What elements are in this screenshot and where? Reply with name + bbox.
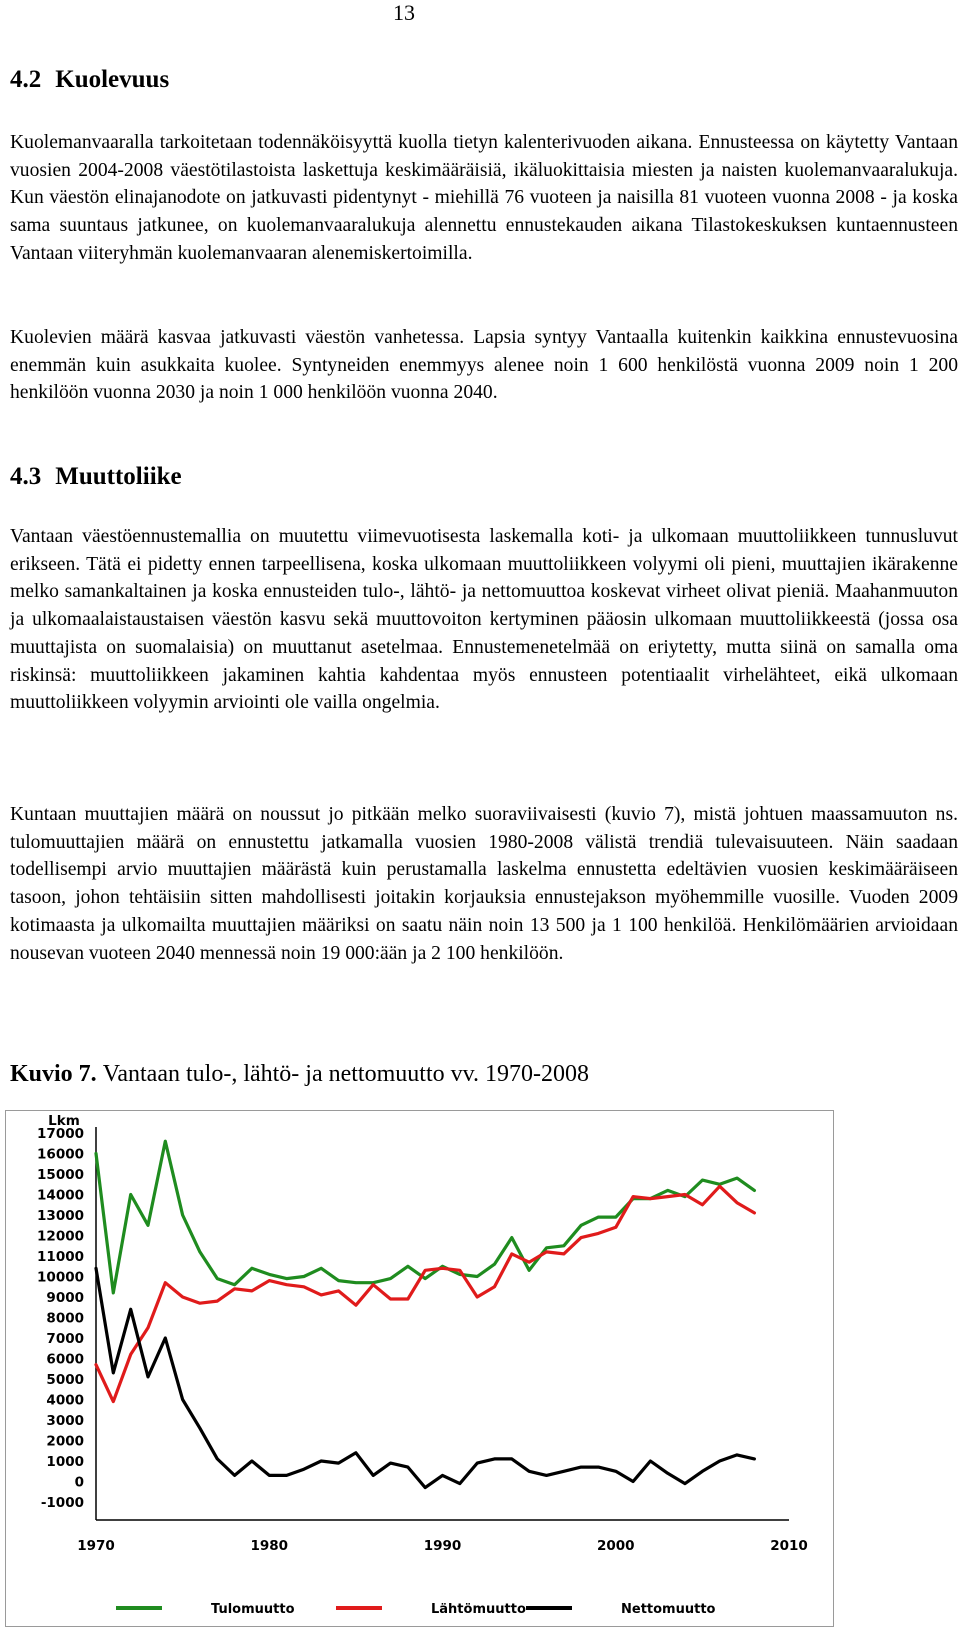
paragraph-ennustemalli: Vantaan väestöennustemallia on muutettu viimevuotisesta laskemalla koti- ja ulkomaan muuttoliikkeen tunnusluvut erikseen. Tätä ei pidetty ennen tarpeellisena, koska ulkomaan muuttoliikkeen volyymi oli pieni, muuttajien ikärakenne melko samankaltainen ja koska ennusteiden tulo-, lähtö- ja nettomuuttoa koskevat virheet olivat pieniä. Maahanmuuton ja ulkomaalaistaustaisen väestön kasvu sekä muuttovoiton kertyminen pääosin ulkomaan muuttoliikkeestä (jossa osa muuttajista on suomalaisia) on muuttanut asetelmaa. Ennustemenetelmää on eriytetty, mutta siinä on samalla oma riskinsä: muuttoliikkeen jakaminen kahtia kahdentaa myös ennusteen potentiaalit virhelähteet, eikä ulkomaan muuttoliikkeen volyymin arviointi ole vailla ongelmia. xyxy=(10,526,958,714)
section-title: Kuolevuus xyxy=(55,66,170,93)
section-heading-muuttoliike xyxy=(10,463,182,491)
y-tick-label: 2000 xyxy=(46,1433,84,1450)
y-tick-label: 3000 xyxy=(46,1413,84,1429)
x-axis-ticks xyxy=(77,1538,808,1554)
y-tick-label: 6000 xyxy=(46,1351,84,1368)
legend-label-tulomuutto: Tulomuutto xyxy=(211,1602,295,1617)
y-tick-label: 13000 xyxy=(37,1208,84,1224)
y-tick-label: 14000 xyxy=(37,1187,84,1204)
y-tick-label: 8000 xyxy=(46,1310,84,1327)
y-tick-label: 16000 xyxy=(37,1146,84,1163)
y-tick-label: 12000 xyxy=(37,1228,84,1245)
figure-title: Vantaan tulo-, lähtö- ja nettomuutto vv. 1970-2008 xyxy=(102,1061,590,1087)
y-tick-label: 10000 xyxy=(37,1269,84,1286)
x-tick-label: 1980 xyxy=(250,1538,289,1554)
section-title: Muuttoliike xyxy=(55,463,182,490)
legend-label-lahtomuutto: Lähtömuutto xyxy=(431,1602,526,1617)
section-heading-kuolevuus xyxy=(10,66,169,94)
y-axis-label: Lkm xyxy=(48,1113,80,1129)
series-line-lahtomuutto xyxy=(96,1186,754,1401)
figure-label: Kuvio 7. xyxy=(10,1061,97,1087)
y-tick-label: 11000 xyxy=(37,1249,84,1265)
migration-chart xyxy=(5,1110,834,1627)
y-tick-label: 17000 xyxy=(37,1126,84,1142)
x-tick-label: 1990 xyxy=(423,1538,462,1554)
x-tick-label: 2010 xyxy=(770,1538,808,1554)
y-tick-label: 0 xyxy=(74,1474,84,1491)
paragraph-kuntaan-muuttajat: Kuntaan muuttajien määrä on noussut jo pitkään melko suoraviivaisesti (kuvio 7), mistä johtuen maassamuuton ns. tulomuuttajien määrä on ennustettu jatkamalla vuosien 1980-2008 välistä trendiä tulevaisuuteen. Näin saadaan todellisempi arvio muuttajien määrästä kuin perustamalla laskelma ennustetta edeltävien vuosien keskimääräiseen tasoon, johon tehtäisiin sitten mahdollisesti joitakin korjauksia ennustejakson myöhemmille vuosille. Vuoden 2009 kotimaasta ja ulkomailta muuttajien määriksi on saatu näin noin 13 500 ja 1 100 henkilöä. Henkilömäärien arvioidaan nousevan vuoteen 2040 mennessä noin 19 000:ään ja 2 100 henkilöön. xyxy=(10,804,958,964)
y-tick-label: 15000 xyxy=(37,1167,84,1183)
section-number: 4.2 xyxy=(10,66,42,93)
y-tick-label: 1000 xyxy=(46,1454,84,1470)
page-number: 13 xyxy=(393,0,415,25)
y-tick-label: 5000 xyxy=(46,1372,84,1388)
y-tick-label: -1000 xyxy=(40,1495,84,1511)
x-tick-label: 2000 xyxy=(596,1538,635,1554)
paragraph-kuolevien-maara: Kuolevien määrä kasvaa jatkuvasti väestön vanhetessa. Lapsia syntyy Vantaalla kuitenkin kaikkina ennustevuosina enemmän kuin asukkaita kuolee. Syntyneiden enemmyys alenee noin 1 600 henkilöstä vuonna 2009 noin 1 200 henkilöön vuonna 2030 ja noin 1 000 henkilöön vuonna 2040. xyxy=(10,327,958,404)
y-tick-label: 9000 xyxy=(46,1290,84,1306)
y-axis-ticks xyxy=(37,1126,84,1511)
section-number: 4.3 xyxy=(10,463,42,490)
series-layer xyxy=(96,1141,754,1487)
figure-caption xyxy=(10,1061,589,1088)
x-tick-label: 1970 xyxy=(77,1538,115,1554)
chart-svg xyxy=(6,1111,833,1626)
chart-legend xyxy=(116,1602,716,1617)
y-tick-label: 7000 xyxy=(46,1331,84,1347)
y-tick-label: 4000 xyxy=(46,1392,84,1409)
legend-label-nettomuutto: Nettomuutto xyxy=(621,1602,716,1617)
paragraph-kuolemanvaara: Kuolemanvaaralla tarkoitetaan todennäköisyyttä kuolla tietyn kalenterivuoden aikana. Ennusteessa on käytetty Vantaan vuosien 2004-2008 väestötilastoista laskettuja keskimääräisiä, ikäluokittaisia miesten ja naisten kuolemanvaaralukuja. Kun väestön elinajanodote on jatkuvasti pidentynyt - miehillä 76 vuoteen ja naisilla 81 vuoteen vuonna 2008 - ja koska sama suuntaus jatkunee, on kuolemanvaaralukuja alennettu ennustekauden aikana Tilastokeskuksen kuntaennusteen Vantaan viiteryhmän kuolemanvaaran alenemiskertoimilla. xyxy=(10,132,958,264)
